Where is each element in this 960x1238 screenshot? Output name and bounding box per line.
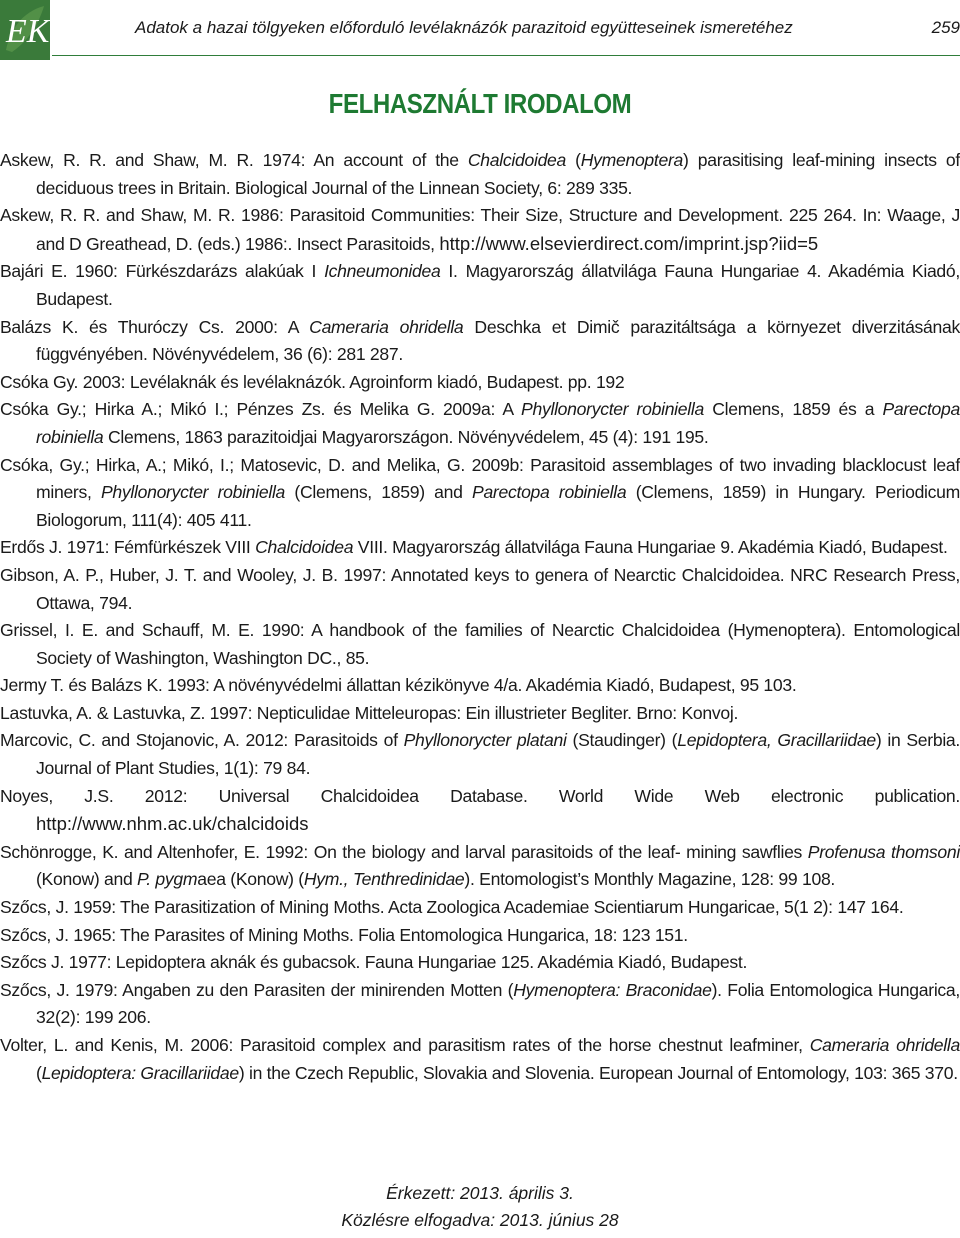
reference-entry: [0, 894, 960, 922]
reference-entry: [0, 617, 960, 672]
running-head: Adatok a hazai tölgyeken előforduló levélaknázók parazitoid együtteseinek ismeretéhez: [135, 18, 793, 37]
reference-entry: [0, 949, 960, 977]
reference-text: Lastuvka, A. & Lastuvka, Z. 1997: Nepticulidae Mitteleuropas: Ein illustrieter Begliter. Brno: Konvoj.: [0, 702, 739, 723]
reference-italic-text: Phyllonorycter robiniella: [521, 399, 704, 420]
reference-italic-text: Chalcidoidea: [255, 537, 354, 558]
reference-url[interactable]: http://www.nhm.ac.uk/chalcidoids: [36, 813, 309, 835]
journal-logo: [0, 0, 50, 60]
reference-italic-text: Ichneumonidea: [324, 261, 441, 282]
reference-text: Askew, R. R. and Shaw, M. R. 1986: Parasitoid Communities: Their Size, Structure and Development. 225 264. In: Waage, J and D Greathead, D. (eds.) 1986:. Insect Parasitoids,: [0, 205, 960, 254]
footer: [0, 1180, 960, 1234]
reference-italic-text: Parectopa robiniella: [36, 399, 960, 447]
reference-entry: [0, 922, 960, 950]
reference-url[interactable]: http://www.elsevierdirect.com/imprint.jsp?iid=5: [439, 232, 819, 254]
reference-text: ). Folia Entomologica Hungarica, 32(2): 199 206.: [36, 979, 960, 1028]
reference-entry: [0, 727, 960, 782]
reference-entry: [0, 700, 960, 728]
reference-text: ) in Serbia. Journal of Plant Studies, 1(1): 79 84.: [36, 730, 960, 779]
reference-text: Csóka, Gy.; Hirka, A.; Mikó, I.; Matosevic, D. and Melika, G. 2009b: Parasitoid assemblages of two invading blacklocust leaf miners,: [0, 454, 960, 503]
reference-entry: [0, 562, 960, 617]
reference-entry: [0, 258, 960, 313]
reference-text: Csóka Gy.; Hirka A.; Mikó I.; Pénzes Zs. és Melika G. 2009a: A: [0, 399, 522, 420]
reference-italic-text: Cameraria ohridella: [309, 316, 464, 337]
reference-text: ). Entomologist’s Monthly Magazine, 128: 99 108.: [464, 869, 836, 890]
reference-entry: [0, 1032, 960, 1087]
reference-text: Marcovic, C. and Stojanovic, A. 2012: Parasitoids of: [0, 730, 404, 751]
reference-entry: [0, 672, 960, 700]
page-number: 259: [931, 18, 960, 37]
reference-entry: [0, 202, 960, 258]
reference-text: Balázs K. és Thuróczy Cs. 2000: A: [0, 316, 310, 337]
reference-text: Szőcs, J. 1979: Angaben zu den Parasiten der minirenden Motten (: [0, 979, 514, 1000]
reference-text: Gibson, A. P., Huber, J. T. and Wooley, J. B. 1997: Annotated keys to genera of Nearctic Chalcidoidea. NRC Research Press, Ottawa, 794.: [0, 564, 960, 613]
reference-italic-text: Cameraria ohridella: [809, 1035, 960, 1055]
reference-text: Szőcs, J. 1965: The Parasites of Mining Moths. Folia Entomologica Hungarica, 18: 123 151.: [0, 924, 688, 945]
reference-text: I. Magyarország állatvilága Fauna Hungariae 4. Akadémia Kiadó, Budapest.: [36, 261, 960, 309]
reference-entry: [0, 452, 960, 535]
reference-list: [0, 147, 960, 1087]
reference-text: Askew, R. R. and Shaw, M. R. 1974: An account of the: [0, 150, 468, 170]
reference-text: Erdős J. 1971: Fémfürkészek VIII: [0, 537, 256, 558]
reference-text: Clemens, 1863 parazitoidjai Magyarországon. Növényvédelem, 45 (4): 191 195.: [103, 426, 709, 447]
reference-text: Jermy T. és Balázs K. 1993: A növényvédelmi állattan kézikönyve 4/a. Akadémia Kiadó, Budapest, 95 103.: [0, 675, 797, 696]
reference-text: Schönrogge, K. and Altenhofer, E. 1992: On the biology and larval parasitoids of the leaf- mining sawflies: [0, 841, 808, 862]
header-rule: [52, 55, 960, 56]
reference-text: Szőcs J. 1977: Lepidoptera aknák és gubacsok. Fauna Hungariae 125. Akadémia Kiadó, Budapest.: [0, 952, 748, 973]
section-title: FELHASZNÁLT IRODALOM: [328, 88, 632, 119]
reference-text: Noyes, J.S. 2012: Universal Chalcidoidea Database. World Wide Web electronic publication.: [0, 785, 960, 806]
reference-italic-text: Lepidoptera: Gracillariidae: [41, 1062, 239, 1083]
reference-text: ) in the Czech Republic, Slovakia and Slovenia. European Journal of Entomology, 103: 365 370.: [238, 1062, 958, 1083]
reference-text: (Konow) and: [36, 869, 138, 890]
reference-text: Clemens, 1859 és a: [703, 399, 883, 420]
reference-entry: [0, 534, 960, 562]
reference-italic-text: Phyllonorycter platani: [403, 730, 567, 751]
reference-text: Grissel, I. E. and Schauff, M. E. 1990: A handbook of the families of Nearctic Chalcidoidea (Hymenoptera). Entomological Society of Washington, Washington DC., 85.: [0, 620, 960, 668]
reference-entry: [0, 396, 960, 451]
reference-text: (: [36, 1062, 42, 1083]
reference-italic-text: Chalcidoidea: [467, 150, 567, 170]
reference-italic-text: Hym., Tenthredinidae: [303, 869, 465, 890]
reference-entry: [0, 147, 960, 202]
oak-leaf-logo-icon: [0, 0, 50, 60]
reference-italic-text: P. pygm: [137, 869, 198, 890]
accepted-date: Közlésre elfogadva: 2013. június 28: [341, 1210, 619, 1230]
reference-italic-text: Hymenoptera: [580, 150, 684, 170]
reference-text: Csóka Gy. 2003: Levélaknák és levélaknázók. Agroinform kiadó, Budapest. pp. 192: [0, 371, 625, 392]
reference-entry: [0, 839, 960, 894]
reference-text: ) parasitising leaf-mining insects of deciduous trees in Britain. Biological Journal of the Linnean Society, 6: 289 335.: [36, 150, 960, 198]
reference-italic-text: Profenusa thomsoni: [807, 841, 960, 862]
reference-text: Bajári E. 1960: Fürkészdarázs alakúak I: [0, 261, 325, 282]
logo-text: EK: [6, 13, 50, 50]
reference-text: VIII. Magyarország állatvilága Fauna Hungariae 9. Akadémia Kiadó, Budapest.: [353, 537, 948, 558]
reference-italic-text: Phyllonorycter robiniella: [100, 482, 286, 503]
reference-text: (Staudinger) (: [566, 730, 678, 751]
reference-text: (Clemens, 1859) and: [285, 482, 473, 503]
reference-italic-text: Parectopa robiniella: [472, 482, 627, 503]
reference-text: Deschka et Dimič parazitáltsága a környezet diverzitásának függvényében. Növényvédelem, 36 (6): 281 287.: [36, 316, 960, 365]
reference-text: Szőcs, J. 1959: The Parasitization of Mining Moths. Acta Zoologica Academiae Scientiarum Hungaricae, 5(1 2): 147 164.: [0, 897, 904, 918]
received-date: Érkezett: 2013. április 3.: [386, 1183, 574, 1203]
reference-text: (: [566, 150, 581, 170]
reference-entry: [0, 783, 960, 839]
reference-text: aea (Konow) (: [197, 869, 304, 890]
reference-entry: [0, 977, 960, 1032]
reference-italic-text: Hymenoptera: Braconidae: [513, 979, 712, 1000]
reference-italic-text: Lepidoptera, Gracillariidae: [677, 730, 876, 751]
reference-text: Volter, L. and Kenis, M. 2006: Parasitoid complex and parasitism rates of the horse chestnut leafminer,: [0, 1035, 810, 1055]
reference-text: (Clemens, 1859) in Hungary. Periodicum Biologorum, 111(4): 405 411.: [36, 482, 960, 530]
reference-entry: [0, 314, 960, 369]
reference-entry: [0, 369, 960, 397]
